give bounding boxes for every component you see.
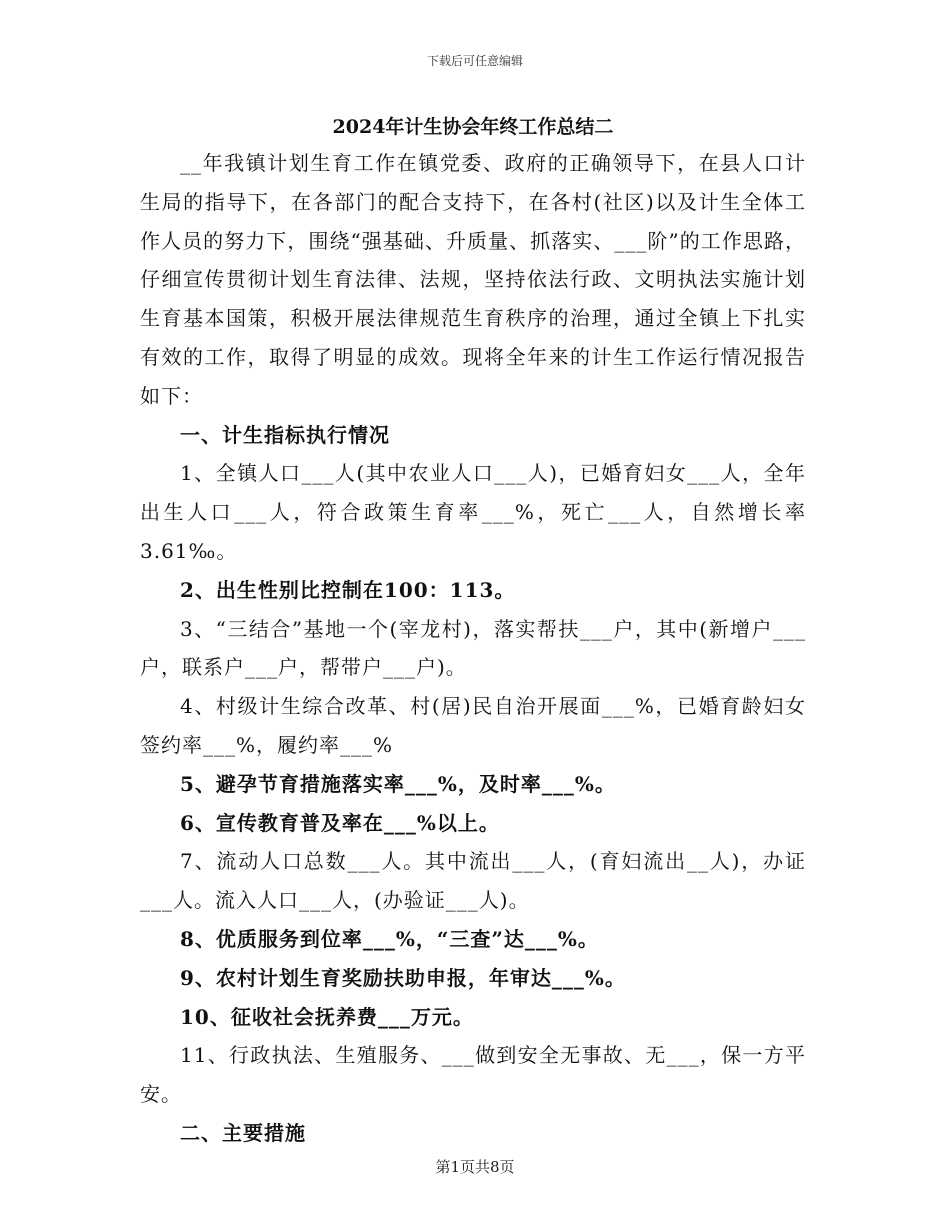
intro-paragraph: __年我镇计划生育工作在镇党委、政府的正确领导下，在县人口计生局的指导下，在各部门的配合支持下，在各村(社区)以及计生全体工作人员的努力下，围绕“强基础、升质量、抓落实、___阶”的工作思路，仔细宣传贯彻计划生育法律、法规，坚持依法行政、文明执法实施计划生育基本国策，积极开展法律规范生育秩序的治理，通过全镇上下扎实有效的工作，取得了明显的成效。现将全年来的计生工作运行情况报告如下： [140, 151, 806, 408]
list-item: 9、农村计划生育奖励扶助申报，年审达___%。 [180, 965, 626, 990]
list-item: 2、出生性别比控制在100：113。 [180, 577, 516, 602]
list-item: 10、征收社会抚养费___万元。 [180, 1004, 474, 1029]
section-heading-1: 一、计生指标执行情况 [180, 422, 390, 447]
list-item: 1、全镇人口___人(其中农业人口___人)，已婚育妇女___人，全年出生人口___人，符合政策生育率___%，死亡___人，自然增长率3.61‰。 [140, 461, 806, 563]
list-item: 4、村级计生综合改革、村(居)民自治开展面___%，已婚育龄妇女签约率___%，履约率___% [140, 694, 806, 757]
header-note: 下载后可任意编辑 [426, 54, 523, 68]
list-item: 7、流动人口总数___人。其中流出___人，(育妇流出__人)，办证___人。流入人口___人，(办验证___人)。 [140, 849, 806, 913]
page-number: 第1页共8页 [435, 1158, 515, 1176]
document-title: 2024年计生协会年终工作总结二 [332, 116, 614, 138]
document-body [140, 112, 806, 1153]
list-item: 11、行政执法、生殖服务、___做到安全无事故、无___，保一方平安。 [140, 1043, 806, 1107]
list-item: 8、优质服务到位率___%，“三查”达___%。 [180, 926, 599, 951]
list-item: 5、避孕节育措施落实率___%，及时率___%。 [180, 771, 616, 796]
section-heading-2: 二、主要措施 [180, 1120, 306, 1145]
list-item: 6、宣传教育普及率在___%以上。 [180, 810, 500, 835]
list-item: 3、“三结合”基地一个(宰龙村)，落实帮扶___户，其中(新增户___户，联系户___户，帮带户___户)。 [140, 616, 806, 680]
